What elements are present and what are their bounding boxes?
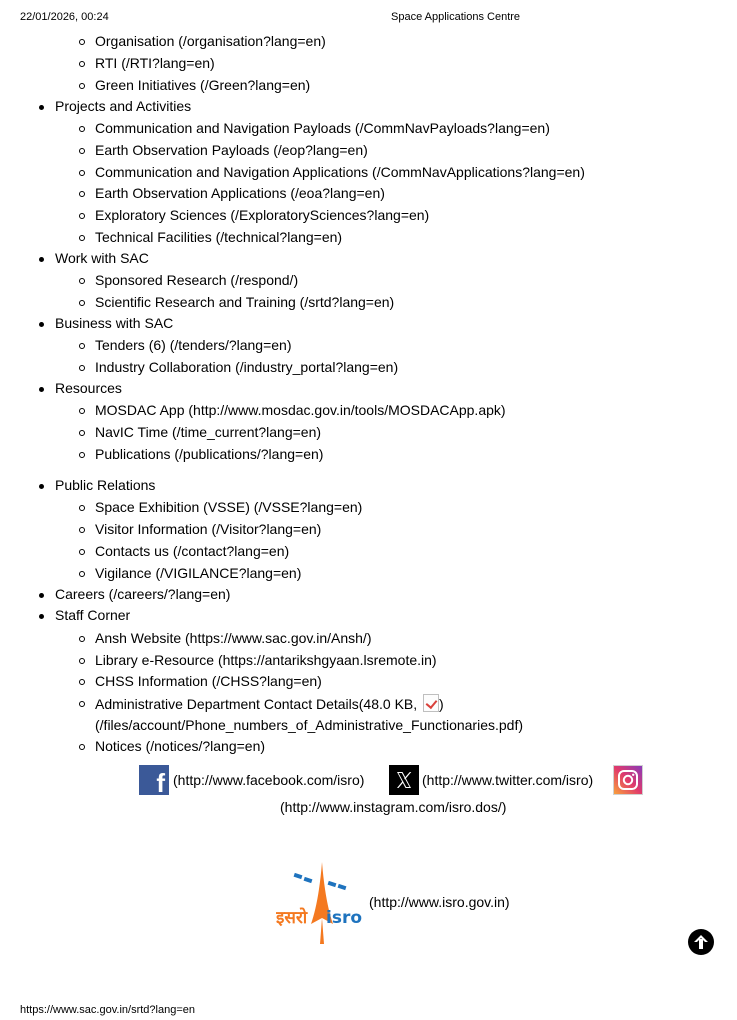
bullet-circle-icon xyxy=(79,744,85,750)
nav-link-admin-contacts[interactable]: Administrative Department Contact Details(48.0 KB, xyxy=(95,696,418,712)
bullet-circle-icon xyxy=(79,83,85,89)
x-logo-svg xyxy=(389,765,419,795)
bullet-circle-icon xyxy=(79,300,85,306)
nav-link-eo-payloads[interactable]: Earth Observation Payloads (/eop?lang=en) xyxy=(95,142,368,158)
bullet-circle-icon xyxy=(79,191,85,197)
nav-link-tenders[interactable]: Tenders (6) (/tenders/?lang=en) xyxy=(95,337,292,353)
nav-link-admin-pdf-path[interactable]: (/files/account/Phone_numbers_of_Administrative_Functionaries.pdf) xyxy=(95,717,524,733)
isro-logo-link[interactable] xyxy=(276,860,368,946)
nav-link-contacts[interactable]: Contacts us (/contact?lang=en) xyxy=(95,543,290,559)
nav-link-chss-information[interactable]: CHSS Information (/CHSS?lang=en) xyxy=(95,673,322,689)
bullet-disc-icon xyxy=(39,322,44,327)
bullet-disc-icon xyxy=(39,387,44,392)
pdf-file-icon[interactable] xyxy=(423,694,439,712)
facebook-link[interactable]: (http://www.facebook.com/isro) xyxy=(173,772,365,788)
bullet-circle-icon xyxy=(79,365,85,371)
admin-close-paren: ) xyxy=(439,696,444,712)
bullet-circle-icon xyxy=(79,658,85,664)
nav-link-vigilance[interactable]: Vigilance (/VIGILANCE?lang=en) xyxy=(95,565,302,581)
bullet-circle-icon xyxy=(79,39,85,45)
nav-link-scientific-research[interactable]: Scientific Research and Training (/srtd?lang=en) xyxy=(95,294,395,310)
bullet-circle-icon xyxy=(79,701,85,707)
nav-section-projects[interactable]: Projects and Activities xyxy=(55,98,192,114)
nav-item-admin-contacts xyxy=(95,694,444,713)
nav-link-sponsored-research[interactable]: Sponsored Research (/respond/) xyxy=(95,272,299,288)
nav-section-work[interactable]: Work with SAC xyxy=(55,250,149,266)
nav-link-mosdac-app[interactable]: MOSDAC App (http://www.mosdac.gov.in/tools/MOSDACApp.apk) xyxy=(95,402,506,418)
bullet-circle-icon xyxy=(79,235,85,241)
bullet-disc-icon xyxy=(39,593,44,598)
nav-link-technical-facilities[interactable]: Technical Facilities (/technical?lang=en) xyxy=(95,229,343,245)
isro-english-text: isro xyxy=(326,908,363,928)
nav-link-organisation[interactable]: Organisation (/organisation?lang=en) xyxy=(95,33,326,49)
facebook-icon[interactable]: f xyxy=(139,765,169,795)
bullet-disc-icon xyxy=(39,105,44,110)
bullet-disc-icon xyxy=(39,257,44,262)
instagram-icon[interactable] xyxy=(613,765,643,795)
nav-link-industry-collaboration[interactable]: Industry Collaboration (/industry_portal?lang=en) xyxy=(95,359,399,375)
nav-link-exploratory-sciences[interactable]: Exploratory Sciences (/ExploratorySciences?lang=en) xyxy=(95,207,430,223)
nav-section-public-relations[interactable]: Public Relations xyxy=(55,477,156,493)
bullet-circle-icon xyxy=(79,571,85,577)
nav-link-navic-time[interactable]: NavIC Time (/time_current?lang=en) xyxy=(95,424,322,440)
nav-section-staff-corner[interactable]: Staff Corner xyxy=(55,607,131,623)
nav-link-publications[interactable]: Publications (/publications/?lang=en) xyxy=(95,446,324,462)
twitter-link[interactable]: (http://www.twitter.com/isro) xyxy=(422,772,594,788)
bullet-circle-icon xyxy=(79,126,85,132)
arrow-up-icon xyxy=(688,929,714,955)
nav-link-library-eresource[interactable]: Library e-Resource (https://antarikshgyaan.lsremote.in) xyxy=(95,652,437,668)
nav-link-space-exhibition[interactable]: Space Exhibition (VSSE) (/VSSE?lang=en) xyxy=(95,499,363,515)
nav-link-rti[interactable]: RTI (/RTI?lang=en) xyxy=(95,55,215,71)
bullet-disc-icon xyxy=(39,484,44,489)
footer-url: https://www.sac.gov.in/srtd?lang=en xyxy=(20,1004,195,1016)
bullet-circle-icon xyxy=(79,679,85,685)
bullet-circle-icon xyxy=(79,61,85,67)
instagram-link[interactable]: (http://www.instagram.com/isro.dos/) xyxy=(280,799,507,815)
bullet-circle-icon xyxy=(79,170,85,176)
isro-website-link[interactable]: (http://www.isro.gov.in) xyxy=(369,894,510,910)
bullet-disc-icon xyxy=(39,614,44,619)
bullet-circle-icon xyxy=(79,343,85,349)
nav-link-commnav-payloads[interactable]: Communication and Navigation Payloads (/CommNavPayloads?lang=en) xyxy=(95,120,550,136)
bullet-circle-icon xyxy=(79,213,85,219)
nav-section-business[interactable]: Business with SAC xyxy=(55,315,174,331)
bullet-circle-icon xyxy=(79,505,85,511)
bullet-circle-icon xyxy=(79,148,85,154)
bullet-circle-icon xyxy=(79,408,85,414)
isro-logo-icon xyxy=(276,860,368,946)
bullet-circle-icon xyxy=(79,278,85,284)
isro-hindi-text: इसरो xyxy=(276,908,308,928)
nav-link-eo-applications[interactable]: Earth Observation Applications (/eoa?lang=en) xyxy=(95,185,385,201)
back-to-top-button[interactable] xyxy=(688,929,714,955)
nav-link-green[interactable]: Green Initiatives (/Green?lang=en) xyxy=(95,77,311,93)
bullet-circle-icon xyxy=(79,452,85,458)
nav-link-ansh-website[interactable]: Ansh Website (https://www.sac.gov.in/Ansh/) xyxy=(95,630,372,646)
bullet-circle-icon xyxy=(79,549,85,555)
bullet-circle-icon xyxy=(79,430,85,436)
print-date: 22/01/2026, 00:24 xyxy=(20,11,109,23)
nav-link-commnav-applications[interactable]: Communication and Navigation Applications (/CommNavApplications?lang=en) xyxy=(95,164,585,180)
bullet-circle-icon xyxy=(79,636,85,642)
nav-section-careers[interactable]: Careers (/careers/?lang=en) xyxy=(55,586,231,602)
page-title: Space Applications Centre xyxy=(391,11,521,23)
bullet-circle-icon xyxy=(79,527,85,533)
nav-section-resources[interactable]: Resources xyxy=(55,380,122,396)
instagram-logo-svg xyxy=(614,766,642,794)
x-twitter-icon[interactable] xyxy=(389,765,419,795)
nav-link-visitor-information[interactable]: Visitor Information (/Visitor?lang=en) xyxy=(95,521,322,537)
nav-link-notices[interactable]: Notices (/notices/?lang=en) xyxy=(95,738,266,754)
